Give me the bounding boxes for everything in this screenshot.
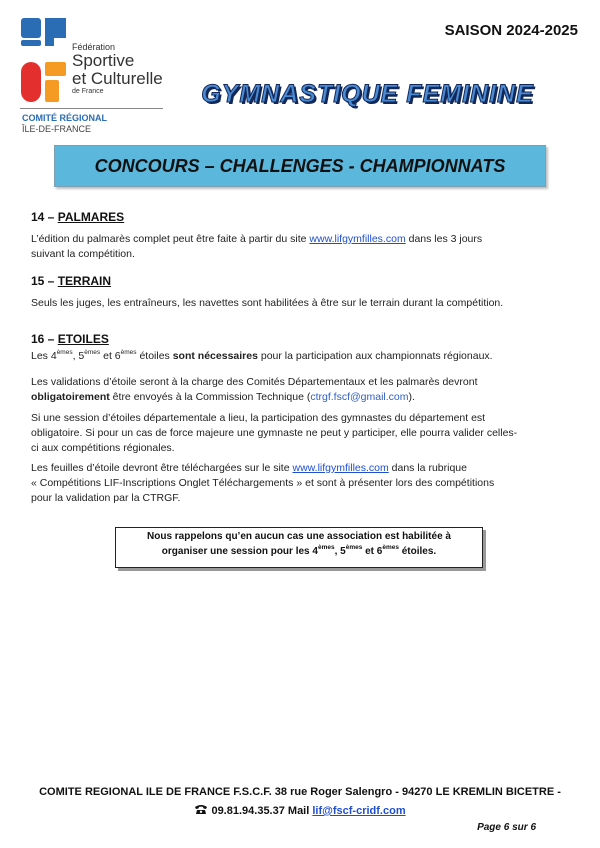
section-14-title: PALMARES [57,210,125,224]
section-16-paragraph-1 [31,349,551,364]
text-segment: organiser une session pour les 4 [161,546,318,557]
section-14-paragraph [31,232,551,262]
section-14-text-cont: dans les 3 jours [405,233,483,245]
section-15-title: TERRAIN [57,274,112,288]
bold-text: obligatoirement [31,391,110,403]
season-label: SAISON 2024-2025 [444,22,578,39]
logo-culturelle-label: et Culturelle [72,69,163,88]
section-15-paragraph: Seuls les juges, les entraîneurs, les navettes sont habilitées à être sur le terrain durant la compétition. [31,297,504,309]
text-segment: dans la rubrique [388,462,467,474]
footer-contact [0,804,600,817]
logo-comite-regional: COMITÉ RÉGIONAL [22,113,107,123]
commission-email-link[interactable]: ctrgf.fscf@gmail.com [310,391,409,403]
text-segment: pour la participation aux championnats régionaux. [257,350,493,362]
text-segment: ). [408,391,415,403]
fscf-logo-mark-icon [20,16,68,106]
section-16-paragraph-4 [31,461,551,506]
superscript: èmes [382,544,399,551]
palmares-site-link[interactable]: www.lifgymfilles.com [309,233,406,245]
page-number: Page 6 sur 6 [477,822,536,833]
logo-sportive-label: Sportive [72,51,135,70]
bold-text: sont nécessaires [172,350,258,362]
logo-federation-label: Fédération [72,42,116,52]
text-segment: , 5 [72,350,85,362]
section-14-heading [31,210,124,224]
logo-ile-de-france: ÎLE-DE-FRANCE [22,124,92,134]
section-16-paragraph-3 [31,411,551,456]
etoile-site-link[interactable]: www.lifgymfilles.com [292,462,389,474]
banner-title: CONCOURS – CHALLENGES - CHAMPIONNATS [94,155,506,176]
text-line: pour la validation par la CTRGF. [31,492,181,504]
section-15-number: 15 – [31,274,58,288]
superscript: èmes [317,544,335,551]
section-16-heading [31,332,109,346]
section-14-number: 14 – [31,210,58,224]
superscript: èmes [345,544,363,551]
text-segment: , 5 [334,546,346,557]
telephone-icon [194,804,208,815]
section-16-paragraph-2 [31,375,551,405]
text-segment: Les feuilles d’étoile devront être téléchargées sur le site [31,462,293,474]
superscript: èmes [56,349,73,356]
footer-address: COMITE REGIONAL ILE DE FRANCE F.S.C.F. 38 rue Roger Salengro - 94270 LE KREMLIN BICETRE - [39,786,561,798]
text-segment: et 6 [100,350,121,362]
text-segment: être envoyés à la Commission Technique ( [109,391,311,403]
logo-divider [20,108,163,109]
text-segment: Les 4 [31,350,57,362]
section-16-title: ETOILES [57,332,109,346]
text-segment: et 6 [362,546,383,557]
superscript: èmes [120,349,137,356]
notice-box [115,527,483,568]
section-16-number: 16 – [31,332,58,346]
footer-email-link[interactable]: lif@fscf-cridf.com [312,805,406,817]
superscript: èmes [84,349,101,356]
notice-line-1: Nous rappelons qu’en aucun cas une association est habilitée à [147,531,451,542]
section-banner [54,145,546,187]
fscf-logo [20,16,170,136]
text-segment: Les validations d’étoile seront à la charge des Comités Départementaux et les palmarès devront [31,376,478,388]
text-segment: étoiles [136,350,173,362]
footer-phone: 09.81.94.35.37 Mail [208,805,313,817]
text-line: « Compétitions LIF-Inscriptions Onglet Téléchargements » et sont à présenter lors des compétitions [31,477,495,489]
section-15-heading [31,274,111,288]
text-line: ci aux compétitions régionales. [31,442,175,454]
text-line: Si une session d’étoiles départementale a lieu, la participation des gymnastes du département est [31,412,486,424]
section-14-text-line2: suivant la compétition. [31,248,135,260]
section-14-text: L’édition du palmarès complet peut être faite à partir du site [31,233,310,245]
page-title: GYMNASTIQUE FEMININE [201,80,534,108]
text-line: obligatoire. Si pour un cas de force majeure une gymnaste ne peut y participer, elle pourra valider celles- [31,427,518,439]
text-segment: étoiles. [398,546,437,557]
logo-de-france-label: de France [72,88,104,95]
